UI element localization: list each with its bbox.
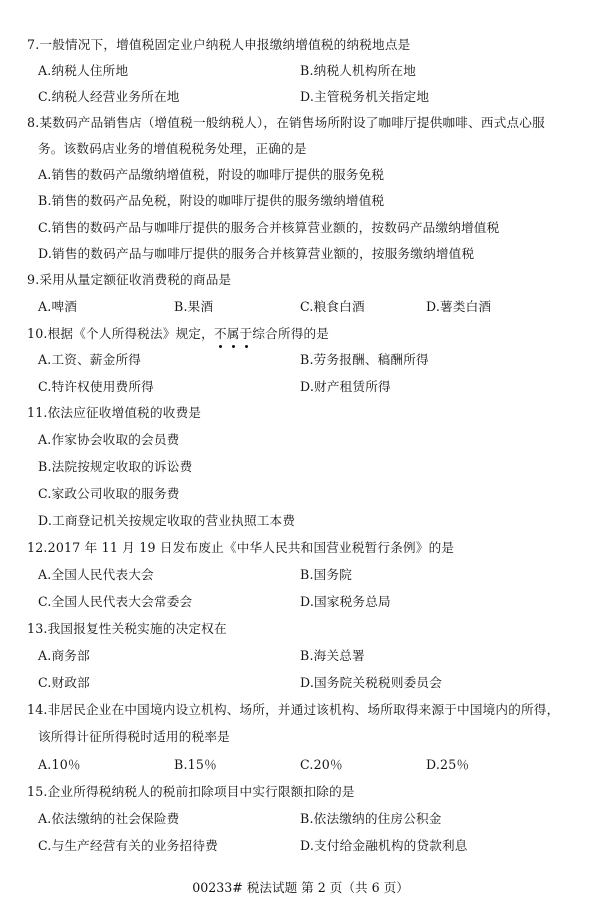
question-10-stem (27, 326, 329, 342)
question-7-option-c: C.纳税人经营业务所在地 (38, 89, 180, 104)
question-9-option-b: B.果酒 (174, 299, 214, 314)
question-10-option-a: A.工资、薪金所得 (38, 352, 142, 367)
question-10-option-b: B.劳务报酬、稿酬所得 (300, 352, 429, 367)
emphasis-dot (219, 345, 222, 348)
question-11-option-a: A.作家协会收取的会员费 (38, 432, 180, 447)
question-15-option-b: B.依法缴纳的住房公积金 (300, 811, 442, 826)
question-9-stem: 9.采用从量定额征收消费税的商品是 (27, 272, 232, 287)
question-8-option-c: C.销售的数码产品与咖啡厅提供的服务合并核算营业额的，按数码产品缴纳增值税 (38, 220, 500, 235)
question-9-option-a: A.啤酒 (38, 299, 78, 314)
question-8-stem-line-1: 8.某数码产品销售店（增值税一般纳税人），在销售场所附设了咖啡厅提供咖啡、西式点心服 (27, 115, 545, 130)
question-7-stem: 7.一般情况下，增值税固定业户纳税人申报缴纳增值税的纳税地点是 (27, 37, 411, 52)
question-12-option-d: D.国家税务总局 (300, 594, 391, 609)
question-14-stem-line-1: 14.非居民企业在中国境内设立机构、场所，并通过该机构、场所取得来源于中国境内的所得， (27, 702, 560, 717)
question-15-option-a: A.依法缴纳的社会保险费 (38, 811, 180, 826)
question-12-stem: 12.2017 年 11 月 19 日发布废止《中华人民共和国营业税暂行条例》的是 (27, 540, 455, 555)
question-8-option-d: D.销售的数码产品与咖啡厅提供的服务合并核算营业额的，按服务缴纳增值税 (38, 246, 475, 261)
question-8-stem-line-2: 务。该数码店业务的增值税税务处理，正确的是 (38, 141, 307, 156)
question-12-option-a: A.全国人民代表大会 (38, 567, 154, 582)
question-14-option-b: B.15％ (174, 757, 217, 772)
question-11-option-d: D.工商登记机关按规定收取的营业执照工本费 (38, 513, 296, 528)
emphasis-word: 不属于 (213, 326, 253, 341)
question-9-option-d: D.薯类白酒 (426, 299, 492, 314)
question-13-option-d: D.国务院关税税则委员会 (300, 675, 442, 690)
question-11-stem: 11.依法应征收增值税的收费是 (27, 405, 202, 420)
emphasis-dot (245, 345, 248, 348)
question-10-stem-suffix: 综合所得的是 (252, 326, 330, 341)
question-7-option-d: D.主管税务机关指定地 (300, 89, 430, 104)
question-14-option-c: C.20％ (300, 757, 343, 772)
question-13-stem: 13.我国报复性关税实施的决定权在 (27, 621, 227, 636)
question-13-option-c: C.财政部 (38, 675, 90, 690)
question-10-stem-prefix: 10.根据《个人所得税法》规定， (27, 326, 214, 341)
question-15-option-c: C.与生产经营有关的业务招待费 (38, 838, 218, 853)
question-15-stem: 15.企业所得税纳税人的税前扣除项目中实行限额扣除的是 (27, 784, 355, 799)
question-15-option-d: D.支付给金融机构的贷款利息 (300, 838, 468, 853)
question-12-option-c: C.全国人民代表大会常委会 (38, 594, 193, 609)
question-9-option-c: C.粮食白酒 (300, 299, 365, 314)
emphasis-dot (232, 345, 235, 348)
question-14-stem-line-2: 该所得计征所得税时适用的税率是 (38, 729, 230, 744)
question-13-option-a: A.商务部 (38, 648, 90, 663)
question-13-option-b: B.海关总署 (300, 648, 365, 663)
question-8-option-b: B.销售的数码产品免税，附设的咖啡厅提供的服务缴纳增值税 (38, 193, 385, 208)
question-7-option-a: A.纳税人住所地 (38, 63, 129, 78)
emphasized-text (214, 326, 252, 342)
question-10-option-d: D.财产租赁所得 (300, 379, 391, 394)
question-11-option-b: B.法院按规定收取的诉讼费 (38, 459, 193, 474)
question-11-option-c: C.家政公司收取的服务费 (38, 486, 180, 501)
question-7-option-b: B.纳税人机构所在地 (300, 63, 417, 78)
question-8-option-a: A.销售的数码产品缴纳增值税，附设的咖啡厅提供的服务免税 (38, 167, 385, 182)
question-12-option-b: B.国务院 (300, 567, 353, 582)
question-14-option-d: D.25％ (426, 757, 470, 772)
question-10-option-c: C.特许权使用费所得 (38, 379, 154, 394)
page-footer: 00233# 税法试题 第 2 页（共 6 页） (192, 880, 409, 895)
question-14-option-a: A.10％ (38, 757, 81, 772)
